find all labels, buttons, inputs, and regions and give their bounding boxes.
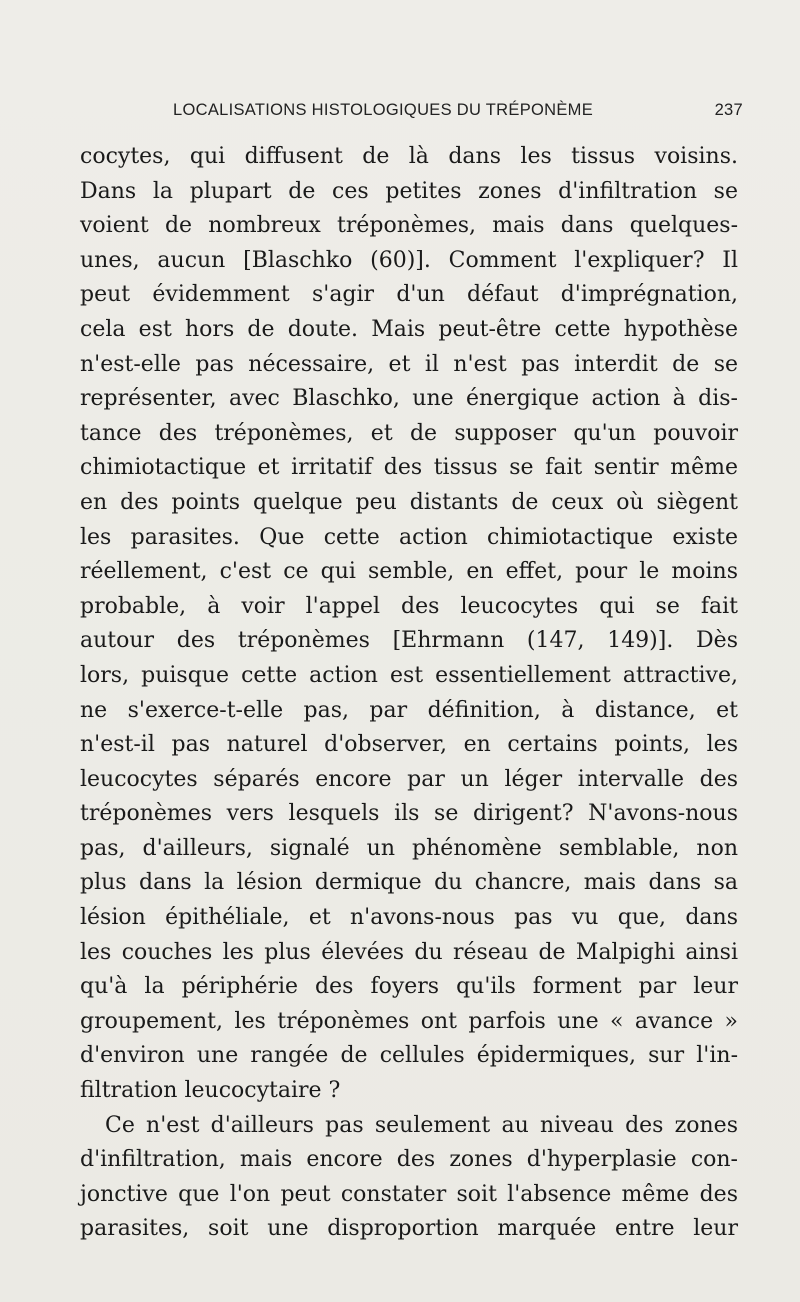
text-line: les couches les plus élevées du réseau de Malpighi ainsi [80, 939, 738, 965]
text-line: leucocytes séparés encore par un léger intervalle des [80, 766, 738, 792]
text-line: groupement, les tréponèmes ont parfois une « avance » [80, 1008, 738, 1034]
text-line: réellement, c'est ce qui semble, en effet, pour le moins [80, 559, 738, 585]
text-line: qu'à la périphérie des foyers qu'ils forment par leur [80, 974, 738, 1000]
text-line: jonctive que l'on peut constater soit l'absence même des [80, 1181, 738, 1207]
text-line: cela est hors de doute. Mais peut-être cette hypothèse [80, 316, 738, 342]
text-line: Dans la plupart de ces petites zones d'infiltration se [80, 178, 738, 204]
text-line: d'environ une rangée de cellules épidermiques, sur l'in- [80, 1043, 738, 1069]
text-line: voient de nombreux tréponèmes, mais dans quelques- [80, 213, 738, 239]
page-number: 237 [714, 101, 743, 119]
text-line: filtration leucocytaire ? [80, 1078, 341, 1104]
body-text [80, 140, 738, 1247]
text-line: représenter, avec Blaschko, une énergique action à dis- [80, 386, 738, 412]
text-line: tréponèmes vers lesquels ils se dirigent? N'avons-nous [80, 801, 738, 827]
text-line: d'infiltration, mais encore des zones d'hyperplasie con- [80, 1147, 738, 1173]
text-line: lors, puisque cette action est essentiellement attractive, [80, 662, 738, 688]
text-line: tance des tréponèmes, et de supposer qu'un pouvoir [80, 420, 738, 446]
text-line: lésion épithéliale, et n'avons-nous pas vu que, dans [80, 905, 738, 931]
running-header [173, 101, 743, 131]
text-line: en des points quelque peu distants de ceux où siègent [80, 489, 738, 515]
text-line: autour des tréponèmes [Ehrmann (147, 149)]. Dès [80, 628, 738, 654]
text-line: plus dans la lésion dermique du chancre, mais dans sa [80, 870, 738, 896]
text-line: n'est-elle pas nécessaire, et il n'est pas interdit de se [80, 351, 738, 377]
text-line: unes, aucun [Blaschko (60)]. Comment l'expliquer? Il [80, 247, 738, 273]
text-line: cocytes, qui diffusent de là dans les tissus voisins. [80, 144, 738, 169]
paragraph-start-line: Ce n'est d'ailleurs pas seulement au niveau des zones [105, 1112, 738, 1138]
running-title: LOCALISATIONS HISTOLOGIQUES DU TRÉPONÈME [173, 101, 594, 119]
text-line: ne s'exerce-t-elle pas, par définition, à distance, et [80, 697, 738, 723]
text-line: probable, à voir l'appel des leucocytes qui se fait [80, 593, 738, 619]
text-line: chimiotactique et irritatif des tissus se fait sentir même [80, 455, 738, 481]
text-line: n'est-il pas naturel d'observer, en certains points, les [80, 732, 738, 758]
text-line: peut évidemment s'agir d'un défaut d'imprégnation, [80, 282, 738, 308]
text-line: les parasites. Que cette action chimiotactique existe [80, 524, 738, 550]
text-line: pas, d'ailleurs, signalé un phénomène semblable, non [80, 835, 738, 861]
text-line: parasites, soit une disproportion marquée entre leur [80, 1216, 738, 1242]
